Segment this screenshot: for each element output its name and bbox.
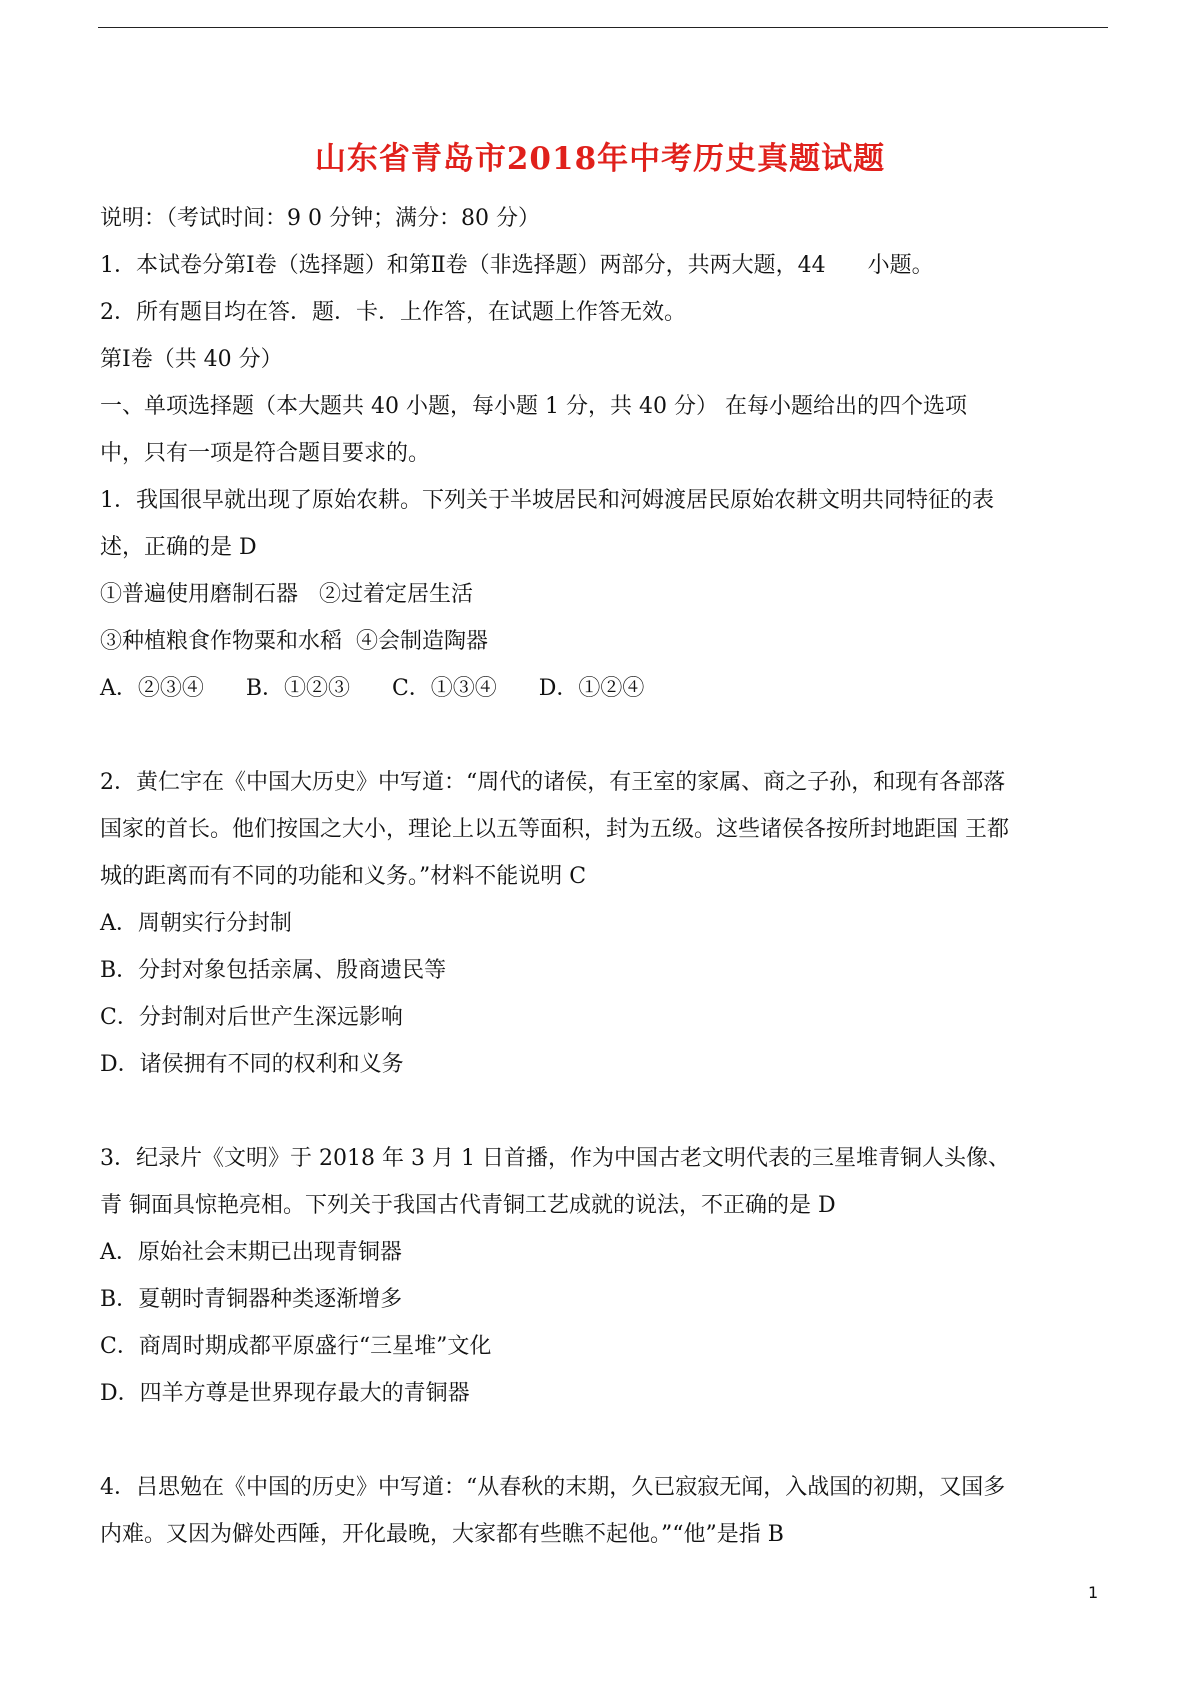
exam-note: 说明：（考试时间：9 0 分钟；满分：80 分） [100, 206, 540, 231]
question-2-stem: 城的距离而有不同的功能和义务。”材料不能说明 C [100, 864, 587, 889]
question-3-stem: 3．纪录片《文明》于 2018 年 3 月 1 日首播，作为中国古老文明代表的三星堆青铜人头像、 [100, 1146, 1010, 1171]
exam-note-item: 2．所有题目均在答．题．卡．上作答，在试题上作答无效。 [100, 300, 686, 325]
page-number: 1 [1088, 1583, 1099, 1602]
question-3-stem: 青 铜面具惊艳亮相。下列关于我国古代青铜工艺成就的说法，不正确的是 D [100, 1193, 836, 1218]
question-2-option: D．诸侯拥有不同的权利和义务 [100, 1052, 404, 1077]
section-heading: 一、单项选择题（本大题共 40 小题，每小题 1 分，共 40 分） 在每小题给出的四个选项 [100, 394, 967, 419]
question-1-stem: 述，正确的是 D [100, 535, 257, 560]
question-2-option: C．分封制对后世产生深远影响 [100, 1005, 403, 1030]
question-1-stem: 1．我国很早就出现了原始农耕。下列关于半坡居民和河姆渡居民原始农耕文明共同特征的表 [100, 488, 995, 513]
question-3-option: D．四羊方尊是世界现存最大的青铜器 [100, 1381, 470, 1406]
question-4-stem: 内难。又因为僻处西陲，开化最晚，大家都有些瞧不起他。”“他”是指 B [100, 1522, 784, 1547]
header-rule [98, 27, 1108, 28]
question-1-statements: ①普遍使用磨制石器 ②过着定居生活 [100, 582, 473, 607]
question-2-option: B．分封对象包括亲属、殷商遗民等 [100, 958, 447, 983]
question-1-statements: ③种植粮食作物粟和水稻 ④会制造陶器 [100, 629, 488, 654]
question-4-stem: 4．吕思勉在《中国的历史》中写道：“从春秋的末期，久已寂寂无闻，入战国的初期，又国多 [100, 1475, 1006, 1500]
part-heading: 第Ⅰ卷（共 40 分） [100, 347, 283, 372]
question-2-stem: 国家的首长。他们按国之大小，理论上以五等面积，封为五级。这些诸侯各按所封地距国 王都 [100, 817, 1009, 842]
exam-note-item: 1．本试卷分第Ⅰ卷（选择题）和第Ⅱ卷（非选择题）两部分，共两大题，44 小题。 [100, 253, 934, 278]
section-heading: 中，只有一项是符合题目要求的。 [100, 441, 431, 466]
question-3-option: C．商周时期成都平原盛行“三星堆”文化 [100, 1334, 492, 1359]
question-3-option: B．夏朝时青铜器种类逐渐增多 [100, 1287, 403, 1312]
question-1-options: A．②③④ B．①②③ C．①③④ D．①②④ [100, 676, 645, 701]
document-title: 山东省青岛市2018年中考历史真题试题 [314, 141, 886, 177]
question-2-option: A．周朝实行分封制 [100, 911, 292, 936]
question-2-stem: 2．黄仁宇在《中国大历史》中写道：“周代的诸侯，有王室的家属、商之子孙，和现有各部落 [100, 770, 1006, 795]
question-3-option: A．原始社会末期已出现青铜器 [100, 1240, 402, 1265]
